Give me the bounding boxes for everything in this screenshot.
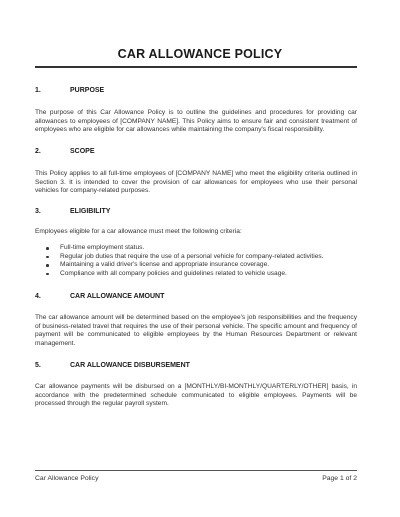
document-title: CAR ALLOWANCE POLICY [117,47,283,61]
bullet-icon [46,273,49,276]
eligibility-criteria-list [35,244,357,278]
section-body-disbursement: Car allowance payments will be disbursed on a [MONTHLY/BI-MONTHLY/QUARTERLY/OTHER] basis, in accordance with the predetermined schedule communicated to eligible employees. Payments will be processed through the regular payroll system. [35,383,357,408]
section-number: 1. [35,87,41,94]
footer-page-number: Page 1 of 2 [322,475,357,482]
footer-divider [35,470,357,471]
bullet-icon [46,247,49,250]
section-heading-amount [35,293,164,300]
list-item: Regular job duties that require the use of a personal vehicle for company-related activities. [35,253,357,262]
title-divider [35,66,357,68]
list-item: Maintaining a valid driver's license and appropriate insurance coverage. [35,261,357,270]
section-body-purpose: The purpose of this Car Allowance Policy is to outline the guidelines and procedures for providing car allowances to employees of [COMPANY NAME]. This Policy aims to ensure fair and consistent treatment of employees who are eligible for car allowances while maintaining the company's fiscal responsibility. [35,109,357,134]
section-heading-eligibility [35,208,110,215]
section-number: 4. [35,293,41,300]
section-body-amount: The car allowance amount will be determined based on the employee's job responsibilities and the frequency of business-related travel that requires the use of their personal vehicle. The specific amount and frequency of payment will be communicated to eligible employees by the Human Resources Department or relevant management. [35,314,357,347]
section-number: 2. [35,148,41,155]
section-body-scope: This Policy applies to all full-time employees of [COMPANY NAME] who meet the eligibility criteria outlined in Section 3. It is intended to cover the provision of car allowances for employees who use their personal vehicles for company-related purposes. [35,170,357,195]
section-title: PURPOSE [70,87,105,94]
section-title: ELIGIBILITY [70,208,111,215]
section-title: CAR ALLOWANCE AMOUNT [70,293,165,300]
section-heading-scope [35,148,95,155]
section-title: SCOPE [70,148,95,155]
bullet-icon [46,264,49,267]
list-item: Full-time employment status. [35,244,357,253]
section-heading-disbursement [35,362,190,369]
bullet-icon [46,256,49,259]
list-item: Compliance with all company policies and guidelines related to vehicle usage. [35,270,357,279]
section-number: 3. [35,208,41,215]
section-title: CAR ALLOWANCE DISBURSEMENT [70,362,190,369]
footer-document-name: Car Allowance Policy [35,475,99,482]
section-body-eligibility: Employees eligible for a car allowance must meet the following criteria: [35,228,242,235]
section-heading-purpose [35,87,104,94]
section-number: 5. [35,362,41,369]
